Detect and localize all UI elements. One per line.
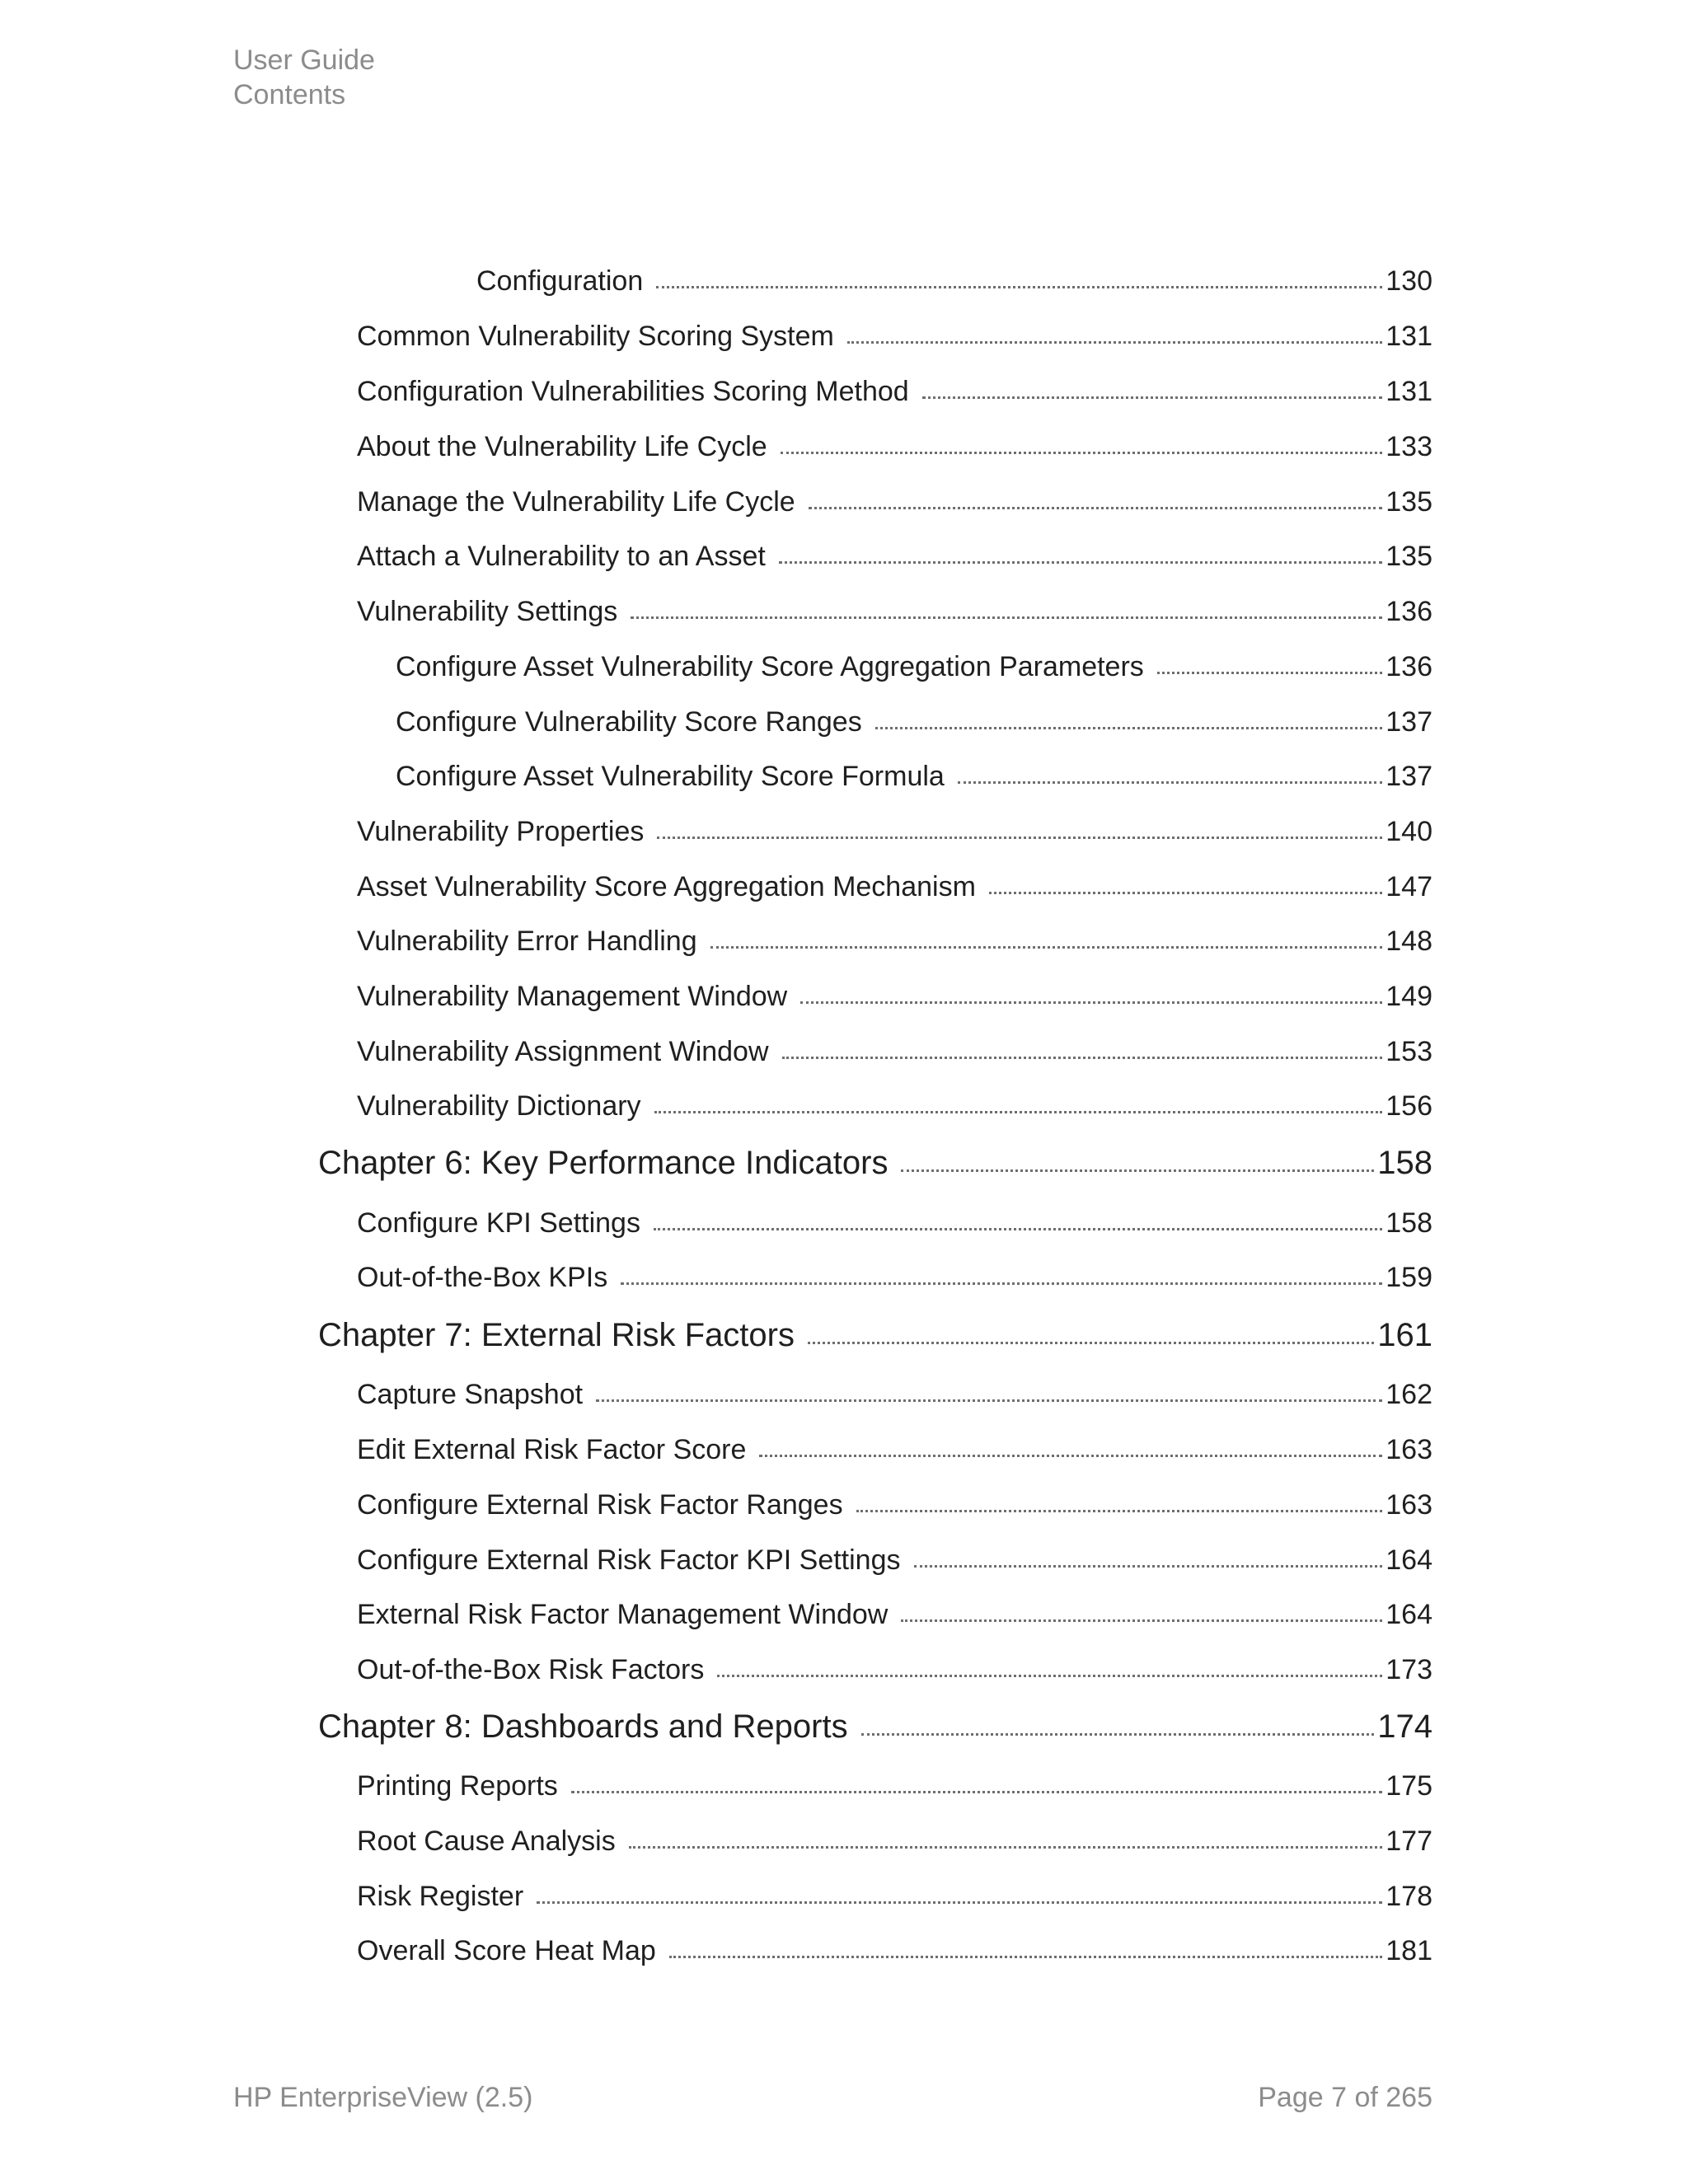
toc-leader-dots [914,1565,1383,1568]
toc-leader-dots [781,452,1383,454]
toc-entry-page: 137 [1386,706,1432,738]
toc-entry[interactable] [357,372,1432,411]
toc-chapter-page: 174 [1377,1708,1432,1745]
toc-entry[interactable] [357,316,1432,356]
toc-entry[interactable] [396,702,1432,742]
toc-entry-title: Configure Asset Vulnerability Score Aggregation Parameters [396,651,1144,682]
toc-leader-dots [856,1510,1383,1512]
toc-leader-dots [710,946,1383,949]
toc-entry[interactable] [357,1595,1432,1634]
toc-entry-page: 135 [1386,541,1432,572]
toc-entry-page: 164 [1386,1599,1432,1630]
toc-entry[interactable] [476,261,1432,301]
toc-entry-title: Configure External Risk Factor Ranges [357,1489,843,1521]
toc-leader-dots [656,286,1382,288]
toc-entry-title: Vulnerability Assignment Window [357,1036,769,1067]
toc-entry-title: Asset Vulnerability Score Aggregation Mechanism [357,871,976,902]
toc-entry-title: About the Vulnerability Life Cycle [357,431,767,462]
toc-entry-title: Vulnerability Settings [357,596,618,627]
toc-entry-page: 177 [1386,1825,1432,1857]
toc-entry-page: 181 [1386,1935,1432,1966]
toc-entry[interactable] [357,867,1432,907]
toc-chapter-entry[interactable] [318,1140,1432,1186]
toc-leader-dots [782,1057,1383,1059]
toc-entry-page: 147 [1386,871,1432,902]
toc-entry[interactable] [357,1650,1432,1690]
toc-entry-title: Vulnerability Error Handling [357,926,697,957]
toc-chapter-page: 158 [1377,1145,1432,1181]
toc-entry[interactable] [357,1766,1432,1806]
toc-leader-dots [571,1791,1382,1793]
toc-leader-dots [901,1169,1374,1172]
toc-entry-page: 158 [1386,1207,1432,1239]
toc-entry-title: Configuration Vulnerabilities Scoring Method [357,376,909,407]
toc-entry[interactable] [357,1032,1432,1071]
toc-entry-page: 178 [1386,1881,1432,1912]
toc-entry-title: Vulnerability Management Window [357,981,788,1012]
toc-entry-page: 136 [1386,596,1432,627]
toc-entry-title: Printing Reports [357,1770,558,1802]
toc-entry-title: Risk Register [357,1881,524,1912]
toc-chapter-title: Chapter 7: External Risk Factors [318,1317,795,1353]
toc-leader-dots [1157,672,1382,674]
toc-entry[interactable] [357,1931,1432,1971]
toc-entry-page: 135 [1386,486,1432,518]
toc-entry-title: Configure Asset Vulnerability Score Formula [396,761,945,792]
toc-entry-page: 175 [1386,1770,1432,1802]
toc-leader-dots [654,1111,1383,1113]
toc-entry-page: 153 [1386,1036,1432,1067]
toc-leader-dots [901,1619,1382,1622]
toc-entry-page: 163 [1386,1489,1432,1521]
toc-entry-title: Configuration [476,265,644,297]
toc-entry[interactable] [357,1877,1432,1916]
toc-chapter-title: Chapter 8: Dashboards and Reports [318,1708,848,1745]
toc-leader-dots [847,341,1382,344]
toc-entry-title: Capture Snapshot [357,1379,584,1410]
toc-entry-page: 140 [1386,816,1432,847]
toc-leader-dots [631,616,1382,619]
toc-leader-dots [922,396,1383,399]
toc-entry-page: 156 [1386,1090,1432,1122]
toc-entry[interactable] [357,812,1432,851]
running-header [233,43,375,112]
toc-leader-dots [717,1675,1382,1677]
toc-entry[interactable] [357,427,1432,466]
toc-entry-page: 159 [1386,1262,1432,1293]
toc-entry-page: 162 [1386,1379,1432,1410]
toc-chapter-entry[interactable] [318,1704,1432,1750]
toc-entry-title: Out-of-the-Box KPIs [357,1262,608,1293]
toc-entry-page: 130 [1386,265,1432,297]
toc-entry-title: Root Cause Analysis [357,1825,616,1857]
toc-entry[interactable] [357,1485,1432,1525]
footer-page-number: Page 7 of 265 [1258,2082,1432,2113]
header-section: Contents [233,79,346,110]
toc-leader-dots [654,1228,1382,1230]
toc-entry[interactable] [357,977,1432,1016]
toc-entry-title: Configure KPI Settings [357,1207,640,1239]
toc-entry[interactable] [357,1203,1432,1243]
toc-entry[interactable] [357,1375,1432,1414]
toc-leader-dots [596,1399,1382,1402]
header-doc-title: User Guide [233,45,375,76]
toc-entry-title: Vulnerability Dictionary [357,1090,641,1122]
toc-leader-dots [629,1846,1383,1849]
toc-leader-dots [621,1282,1382,1285]
toc-entry-title: Vulnerability Properties [357,816,645,847]
toc-entry-title: Overall Score Heat Map [357,1935,656,1966]
toc-leader-dots [657,837,1382,839]
toc-entry[interactable] [357,1430,1432,1469]
toc-leader-dots [669,1956,1382,1958]
toc-leader-dots [808,1342,1374,1344]
toc-leader-dots [537,1901,1382,1904]
toc-entry-title: Out-of-the-Box Risk Factors [357,1654,705,1685]
toc-entry[interactable] [357,1086,1432,1126]
toc-entry[interactable] [357,537,1432,576]
toc-leader-dots [800,1001,1382,1004]
toc-entry-page: 149 [1386,981,1432,1012]
toc-entry-page: 163 [1386,1434,1432,1465]
toc-entry-page: 164 [1386,1544,1432,1576]
toc-entry-page: 133 [1386,431,1432,462]
toc-entry-title: Edit External Risk Factor Score [357,1434,747,1465]
toc-chapter-title: Chapter 6: Key Performance Indicators [318,1145,889,1181]
toc-entry[interactable] [357,482,1432,522]
toc-entry-page: 136 [1386,651,1432,682]
toc-leader-dots [875,727,1383,729]
toc-entry-title: External Risk Factor Management Window [357,1599,889,1630]
toc-leader-dots [989,892,1382,894]
toc-leader-dots [861,1733,1375,1736]
toc-entry-title: Attach a Vulnerability to an Asset [357,541,766,572]
toc-leader-dots [779,561,1382,564]
footer-product: HP EnterpriseView (2.5) [233,2082,533,2113]
toc-entry[interactable] [396,647,1432,687]
toc-entry-page: 137 [1386,761,1432,792]
toc-entry[interactable] [357,921,1432,961]
toc-leader-dots [958,781,1382,784]
toc-leader-dots [759,1455,1382,1457]
toc-entry-title: Configure Vulnerability Score Ranges [396,706,862,738]
toc-entry[interactable] [357,1540,1432,1580]
toc-entry-page: 148 [1386,926,1432,957]
toc-entry-page: 131 [1386,376,1432,407]
toc-entry-page: 131 [1386,321,1432,352]
toc-entry-title: Configure External Risk Factor KPI Settings [357,1544,901,1576]
toc-entry[interactable] [357,1258,1432,1297]
toc-entry-title: Manage the Vulnerability Life Cycle [357,486,795,518]
toc-entry-page: 173 [1386,1654,1432,1685]
toc-chapter-entry[interactable] [318,1312,1432,1358]
toc-chapter-page: 161 [1377,1317,1432,1353]
toc-entry[interactable] [357,592,1432,631]
toc-entry[interactable] [357,1821,1432,1861]
toc-entry-title: Common Vulnerability Scoring System [357,321,834,352]
toc-entry[interactable] [396,757,1432,796]
toc-leader-dots [809,507,1383,509]
